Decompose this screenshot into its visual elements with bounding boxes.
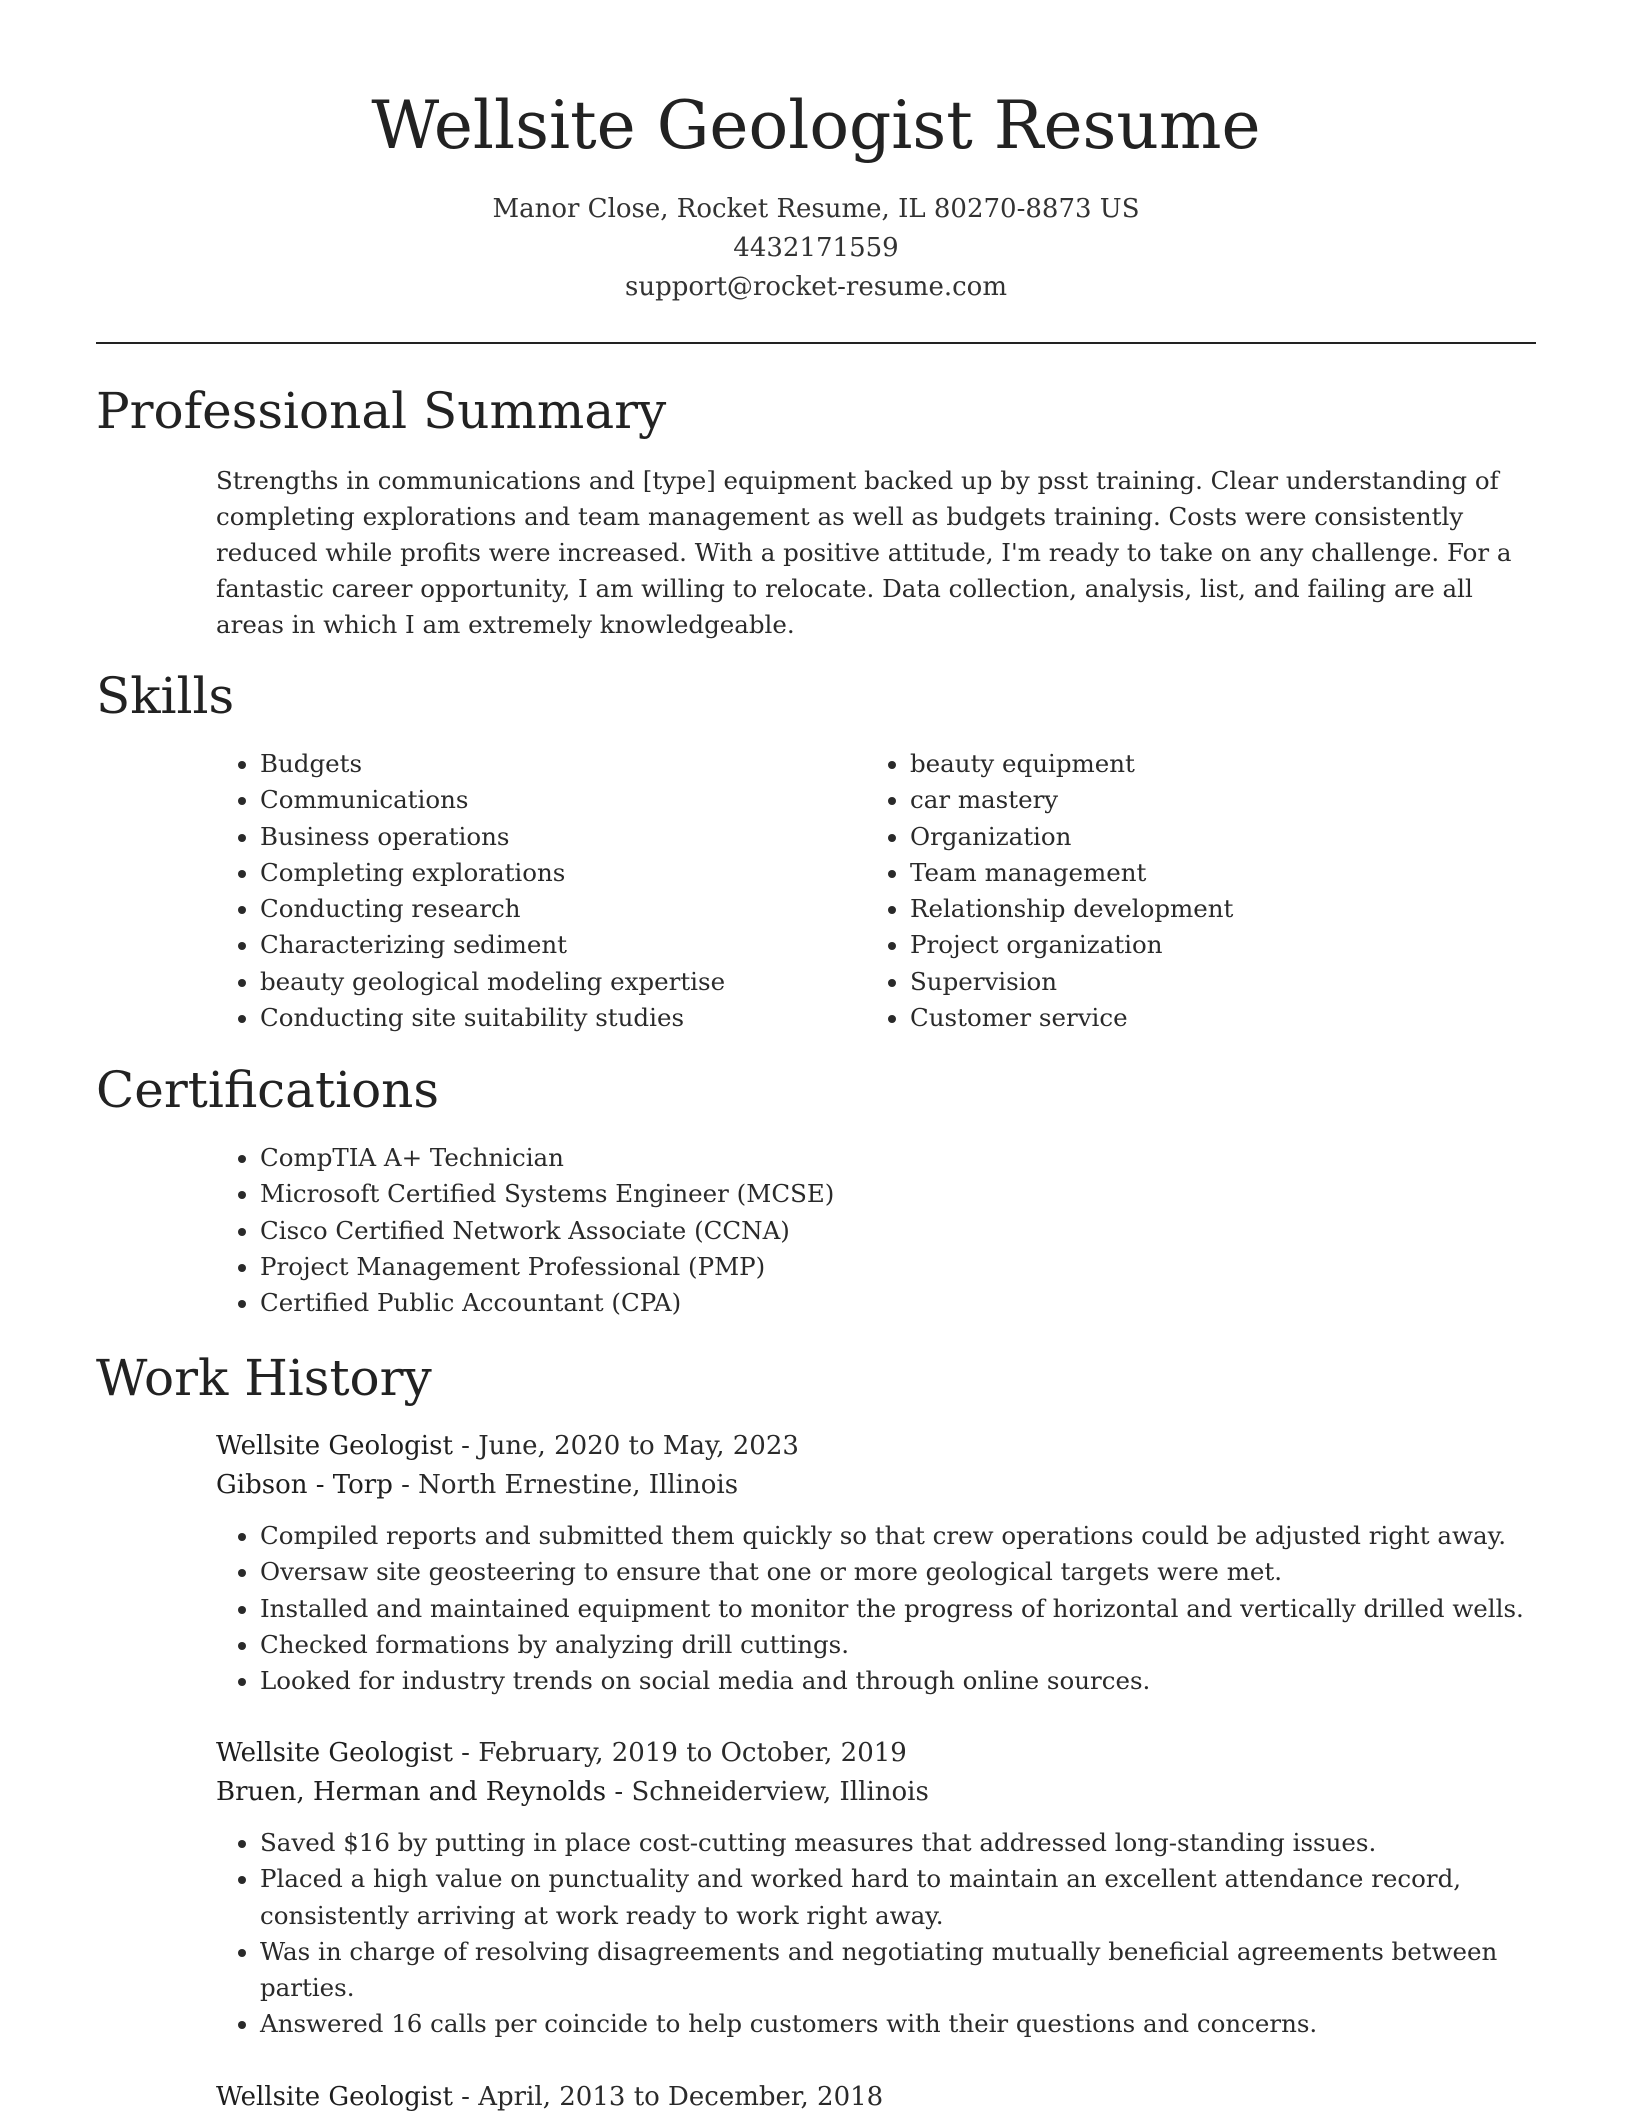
skill-item: • Project organization bbox=[910, 927, 1510, 963]
job-title: Wellsite Geologist bbox=[216, 1431, 453, 1461]
skill-item: • Completing explorations bbox=[260, 855, 820, 891]
job-bullet: • Answered 16 calls per coincide to help customers with their questions and concerns. bbox=[260, 2006, 1520, 2042]
job-bullets bbox=[216, 1825, 1520, 2043]
skill-item: • beauty equipment bbox=[910, 746, 1510, 782]
section-title-work-history: Work History bbox=[96, 1349, 432, 1407]
skills-list-right bbox=[866, 746, 1510, 1036]
job-dates: February, 2019 to October, 2019 bbox=[478, 1738, 907, 1768]
certification-item: • Cisco Certified Network Associate (CCNA) bbox=[260, 1213, 1460, 1249]
certifications-list bbox=[216, 1140, 1460, 1321]
section-title-skills: Skills bbox=[96, 667, 235, 725]
contact-address: Manor Close, Rocket Resume, IL 80270-8873 US bbox=[492, 194, 1140, 224]
certification-item: • Microsoft Certified Systems Engineer (MCSE) bbox=[260, 1176, 1460, 1212]
job-bullet: • Looked for industry trends on social media and through online sources. bbox=[260, 1663, 1580, 1699]
job-bullet: • Oversaw site geosteering to ensure that one or more geological targets were met. bbox=[260, 1554, 1580, 1590]
job-location: North Ernestine, Illinois bbox=[418, 1470, 739, 1500]
skill-item: • Organization bbox=[910, 819, 1510, 855]
job-bullet: • Installed and maintained equipment to monitor the progress of horizontal and vertically drilled wells. bbox=[260, 1591, 1580, 1627]
contact-email: support@rocket-resume.com bbox=[624, 272, 1007, 302]
skill-item: • Customer service bbox=[910, 1000, 1510, 1036]
skill-item: • Conducting research bbox=[260, 891, 820, 927]
header-divider bbox=[96, 342, 1536, 344]
skill-item: • Supervision bbox=[910, 964, 1510, 1000]
job-employer-line: Bruen, Herman and Reynolds - Schneiderview, Illinois bbox=[216, 1777, 929, 1807]
certification-item: • CompTIA A+ Technician bbox=[260, 1140, 1460, 1176]
skills-list-left bbox=[216, 746, 820, 1036]
contact-block bbox=[0, 190, 1632, 307]
job-title-line: Wellsite Geologist - February, 2019 to October, 2019 bbox=[216, 1738, 907, 1768]
section-title-summary: Professional Summary bbox=[96, 382, 667, 440]
job-company: Bruen, Herman and Reynolds bbox=[216, 1777, 607, 1807]
job-bullet: • Checked formations by analyzing drill cuttings. bbox=[260, 1627, 1580, 1663]
job-bullet: • Was in charge of resolving disagreements and negotiating mutually beneficial agreements between parties. bbox=[260, 1934, 1520, 2007]
skill-item: • Relationship development bbox=[910, 891, 1510, 927]
certification-item: • Project Management Professional (PMP) bbox=[260, 1249, 1460, 1285]
job-dates: April, 2013 to December, 2018 bbox=[478, 2082, 884, 2112]
job-bullet: • Saved $16 by putting in place cost-cutting measures that addressed long-standing issues. bbox=[260, 1825, 1520, 1861]
skill-item: • Business operations bbox=[260, 819, 820, 855]
job-bullets bbox=[216, 1518, 1580, 1699]
job-company: Gibson - Torp bbox=[216, 1470, 393, 1500]
job-title-line: Wellsite Geologist - April, 2013 to December, 2018 bbox=[216, 2082, 884, 2112]
job-dates: June, 2020 to May, 2023 bbox=[478, 1431, 799, 1461]
contact-phone: 4432171559 bbox=[733, 233, 899, 263]
skill-item: • car mastery bbox=[910, 782, 1510, 818]
job-title: Wellsite Geologist bbox=[216, 2082, 453, 2112]
job-employer-line: Gibson - Torp - North Ernestine, Illinois bbox=[216, 1470, 739, 1500]
skill-item: • Team management bbox=[910, 855, 1510, 891]
resume-title: Wellsite Geologist Resume bbox=[371, 87, 1261, 164]
skill-item: • Conducting site suitability studies bbox=[260, 1000, 820, 1036]
section-title-certifications: Certifications bbox=[96, 1061, 440, 1119]
skill-item: • Budgets bbox=[260, 746, 820, 782]
job-location: Schneiderview, Illinois bbox=[631, 1777, 929, 1807]
job-title-line: Wellsite Geologist - June, 2020 to May, 2023 bbox=[216, 1431, 799, 1461]
skill-item: • Communications bbox=[260, 782, 820, 818]
skill-item: • Characterizing sediment bbox=[260, 927, 820, 963]
job-bullet: • Placed a high value on punctuality and worked hard to maintain an excellent attendance record, consistently arriving at work ready to work right away. bbox=[260, 1861, 1520, 1934]
skill-item: • beauty geological modeling expertise bbox=[260, 964, 820, 1000]
certification-item: • Certified Public Accountant (CPA) bbox=[260, 1285, 1460, 1321]
summary-text: Strengths in communications and [type] equipment backed up by psst training. Clear understanding of completing explorations and team management as well as budgets training. Costs were consistently reduced while profits were increased. With a positive attitude, I'm ready to take on any challenge. For a fantastic career opportunity, I am willing to relocate. Data collection, analysis, list, and failing are all areas in which I am extremely knowledgeable. bbox=[216, 466, 1512, 639]
job-title: Wellsite Geologist bbox=[216, 1738, 453, 1768]
job-bullet: • Compiled reports and submitted them quickly so that crew operations could be adjusted right away. bbox=[260, 1518, 1580, 1554]
